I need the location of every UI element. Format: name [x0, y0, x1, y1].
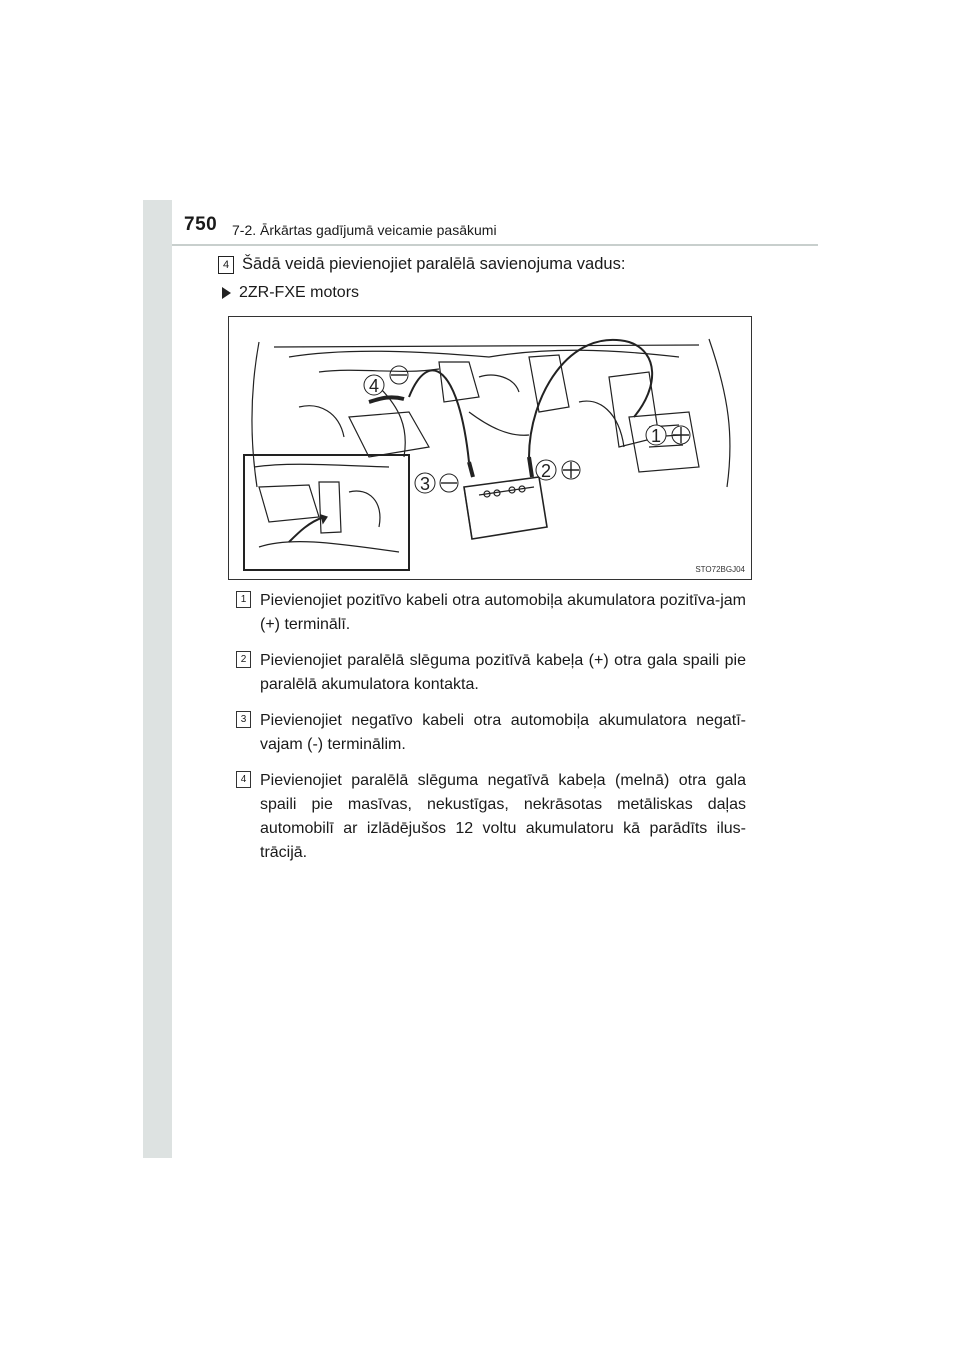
instruction-text: Pievienojiet negatīvo kabeli otra automobiļa akumulatora negatī-vajam (-) terminālim. [260, 712, 746, 753]
callout-3: 3 [420, 474, 431, 494]
jumper-cable-illustration [228, 316, 752, 580]
instruction-text: Pievienojiet paralēlā slēguma negatīvā kabeļa (melnā) otra gala spaili pie masīvas, nekustīgas, nekrāsotas metāliskas daļas automobilī ar izlādējušos 12 voltu akumulatoru kā parādīts ilus-trācijā. [260, 772, 746, 861]
page-number: 750 [184, 214, 218, 235]
instruction-number: 1 [236, 591, 251, 608]
instruction-number: 4 [236, 771, 251, 788]
instruction-list [236, 589, 746, 877]
callout-4: 4 [369, 376, 380, 396]
instruction-item [236, 589, 746, 637]
callout-2: 2 [541, 461, 552, 481]
section-title: 7-2. Ārkārtas gadījumā veicamie pasākumi [232, 222, 497, 238]
engine-bay-drawing [229, 317, 751, 579]
instruction-item [236, 649, 746, 697]
page-sidebar-band [143, 200, 172, 1158]
step-text: Šādā veidā pievienojiet paralēlā savienojuma vadus: [242, 255, 626, 273]
instruction-item [236, 709, 746, 757]
instruction-text: Pievienojiet paralēlā slēguma pozitīvā kabeļa (+) otra gala spaili pie paralēlā akumulatora kontakta. [260, 652, 746, 693]
step-number-box: 4 [218, 256, 234, 274]
instruction-item [236, 769, 746, 865]
figure-code: STO72BGJ04 [695, 565, 745, 574]
triangle-bullet-icon [222, 287, 231, 299]
engine-variant [222, 284, 359, 302]
instruction-number: 2 [236, 651, 251, 668]
callout-1: 1 [651, 426, 662, 446]
header-rule [172, 244, 818, 246]
engine-variant-label: 2ZR-FXE motors [239, 284, 360, 301]
instruction-number: 3 [236, 711, 251, 728]
instruction-text: Pievienojiet pozitīvo kabeli otra automobiļa akumulatora pozitīva-jam (+) terminālī. [260, 592, 746, 633]
